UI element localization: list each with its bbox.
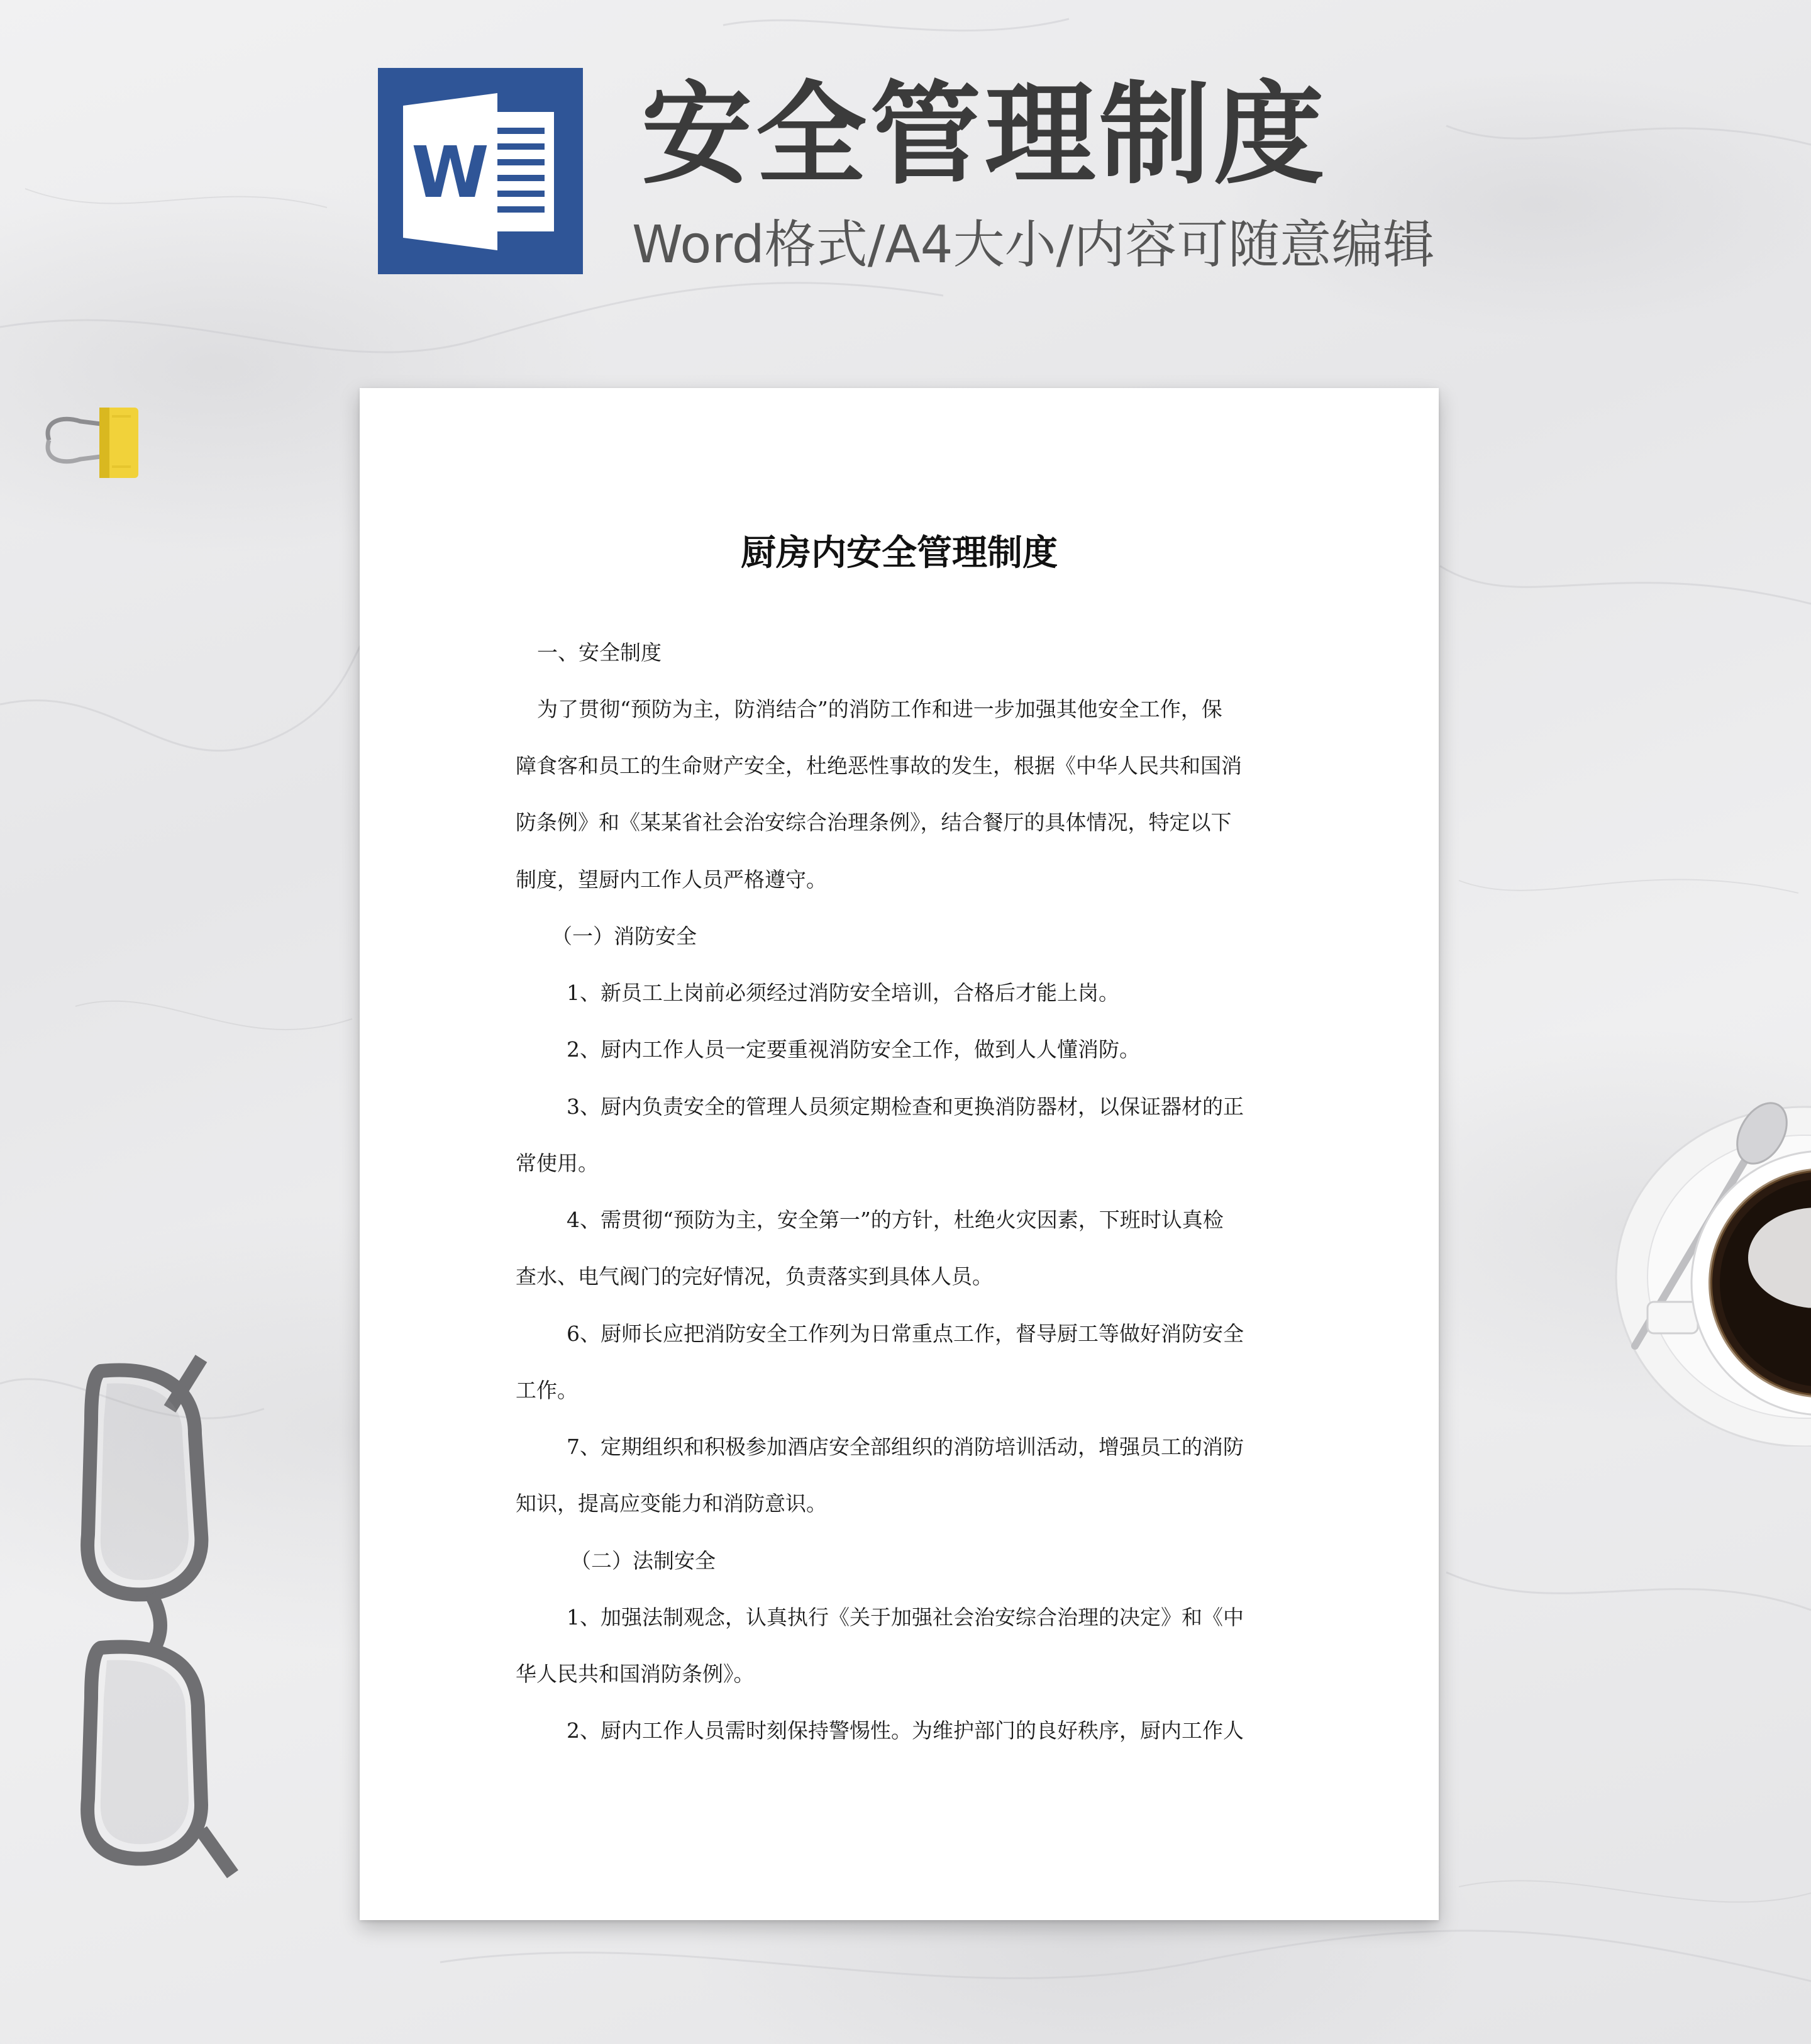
word-app-icon [378,68,583,274]
paragraph-line: 制度，望厨内工作人员严格遵守。 [516,867,827,892]
word-letter: W [411,132,489,214]
paragraph-line: 1、加强法制观念，认真执行《关于加强社会治安综合治理的决定》和《中 [567,1605,1244,1630]
word-logo-icon [378,68,583,274]
paragraph-line: 防条例》和《某某省社会治安综合治理条例》，结合餐厅的具体情况，特定以下 [516,810,1232,835]
coffee-cup-icon [1597,1094,1811,1447]
paragraph-line: 7、定期组织和积极参加酒店安全部组织的消防培训活动，增强员工的消防 [567,1435,1244,1459]
paragraph-line: 障食客和员工的生命财产安全，杜绝恶性事故的发生，根据《中华人民共和国消 [516,753,1242,778]
paragraph-line: 3、厨内负责安全的管理人员须定期检查和更换消防器材，以保证器材的正 [567,1094,1244,1119]
paragraph-line: 4、需贯彻“预防为主，安全第一”的方针，杜绝火灾因素，下班时认真检 [567,1208,1224,1232]
paragraph-line: 华人民共和国消防条例》。 [516,1662,755,1686]
glasses-icon [75,1346,239,1880]
page-subtitle: Word格式/A4大小/内容可随意编辑 [632,215,1435,275]
paragraph-line: 查水、电气阀门的完好情况，负责落实到具体人员。 [516,1264,993,1289]
paragraph-line: 常使用。 [516,1151,599,1175]
paragraph-line: 工作。 [516,1378,578,1402]
document-page [360,388,1439,1920]
subsection-heading: （二）法制安全 [570,1548,716,1573]
document-title: 厨房内安全管理制度 [741,532,1058,574]
page-title: 安全管理制度 [641,70,1329,199]
paragraph-line: 为了贯彻“预防为主，防消结合”的消防工作和进一步加强其他安全工作，保 [537,697,1222,721]
paragraph-line: 2、厨内工作人员需时刻保持警惕性。为维护部门的良好秩序，厨内工作人 [567,1718,1244,1743]
paragraph-line: 知识，提高应变能力和消防意识。 [516,1491,827,1516]
binder-clip-icon [36,396,143,484]
section-heading: 一、安全制度 [537,640,662,665]
paragraph-line: 1、新员工上岗前必须经过消防安全培训，合格后才能上岗。 [567,980,1119,1005]
paragraph-line: 2、厨内工作人员一定要重视消防安全工作，做到人人懂消防。 [567,1037,1140,1062]
paragraph-line: 6、厨师长应把消防安全工作列为日常重点工作，督导厨工等做好消防安全 [567,1321,1244,1346]
subsection-heading: （一）消防安全 [551,924,697,948]
